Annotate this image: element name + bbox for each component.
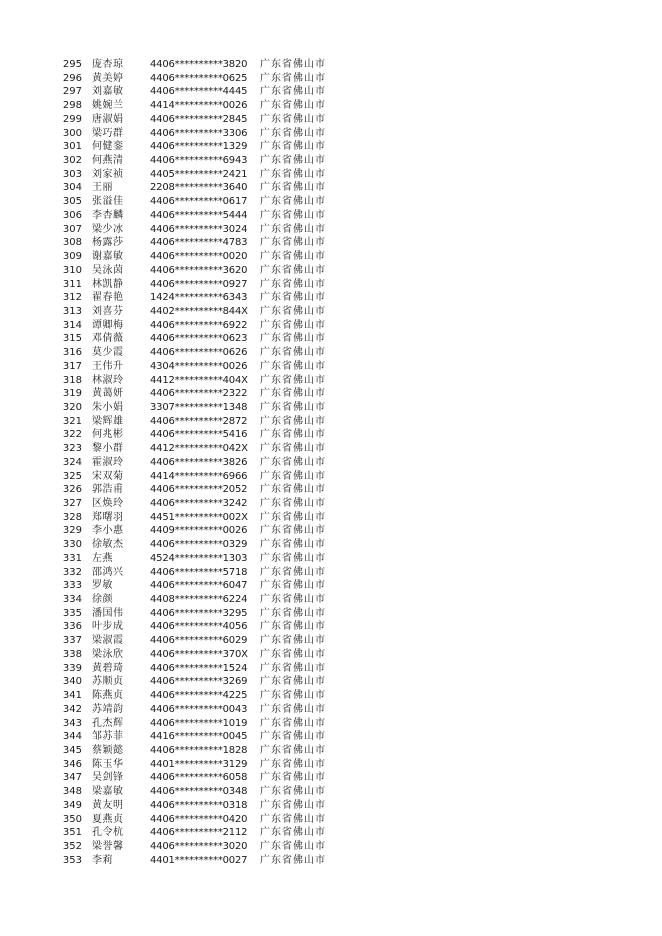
location: 广东省佛山市 <box>260 772 326 784</box>
location: 广东省佛山市 <box>260 621 326 633</box>
location: 广东省佛山市 <box>260 264 326 276</box>
table-row <box>58 813 348 827</box>
person-name: 梁淑霞 <box>92 635 124 647</box>
person-name: 梁少冰 <box>92 223 124 235</box>
masked-id-number: 4402**********844X <box>150 305 248 317</box>
table-row <box>58 538 348 552</box>
table-row <box>58 360 348 374</box>
location: 广东省佛山市 <box>260 333 326 345</box>
table-row <box>58 470 348 484</box>
person-name: 左燕 <box>92 552 113 564</box>
person-name: 李小惠 <box>92 525 124 537</box>
person-name: 何兆彬 <box>92 429 124 441</box>
masked-id-number: 4401**********0027 <box>150 854 248 866</box>
row-number: 306 <box>62 209 82 221</box>
row-number: 295 <box>62 59 82 70</box>
location: 广东省佛山市 <box>260 251 326 263</box>
masked-id-number: 4406**********4445 <box>150 86 248 98</box>
row-number: 309 <box>62 251 82 263</box>
location: 广东省佛山市 <box>260 539 326 551</box>
row-number: 327 <box>62 498 82 509</box>
location: 广东省佛山市 <box>260 827 326 839</box>
table-row <box>58 483 348 497</box>
person-name: 何燕清 <box>92 155 124 167</box>
table-row <box>58 415 348 429</box>
row-number: 353 <box>62 854 82 866</box>
person-name: 刘嘉敏 <box>92 86 124 98</box>
masked-id-number: 4406**********5718 <box>150 566 248 578</box>
table-row <box>58 401 348 415</box>
masked-id-number: 4401**********3129 <box>150 758 248 770</box>
masked-id-number: 4406**********2845 <box>150 113 248 125</box>
table-row <box>58 648 348 662</box>
masked-id-number: 4406**********3020 <box>150 840 248 852</box>
table-row <box>58 662 348 676</box>
person-name: 黄碧琦 <box>92 662 124 674</box>
row-number: 331 <box>62 552 82 564</box>
location: 广东省佛山市 <box>260 703 326 715</box>
row-number: 324 <box>62 456 82 468</box>
table-row <box>58 524 348 538</box>
table-row <box>58 758 348 772</box>
row-number: 313 <box>62 305 82 317</box>
person-name: 吴泳茵 <box>92 264 124 276</box>
masked-id-number: 4406**********6922 <box>150 319 248 331</box>
masked-id-number: 4406**********2322 <box>150 388 248 400</box>
location: 广东省佛山市 <box>260 552 326 564</box>
row-number: 310 <box>62 264 82 276</box>
location: 广东省佛山市 <box>260 511 326 523</box>
masked-id-number: 4406**********2112 <box>150 827 248 839</box>
table-row <box>58 497 348 511</box>
location: 广东省佛山市 <box>260 100 326 112</box>
row-number: 323 <box>62 443 82 455</box>
person-name: 夏燕贞 <box>92 813 124 825</box>
location: 广东省佛山市 <box>260 786 326 798</box>
location: 广东省佛山市 <box>260 360 326 372</box>
location: 广东省佛山市 <box>260 292 326 304</box>
masked-id-number: 4406**********0348 <box>150 786 248 798</box>
location: 广东省佛山市 <box>260 127 326 139</box>
location: 广东省佛山市 <box>260 580 326 592</box>
table-row <box>58 607 348 621</box>
location: 广东省佛山市 <box>260 141 326 153</box>
person-name: 邹苏菲 <box>92 731 124 743</box>
location: 广东省佛山市 <box>260 799 326 811</box>
table-row <box>58 785 348 799</box>
person-name: 潘国伟 <box>92 607 124 619</box>
location: 广东省佛山市 <box>260 648 326 660</box>
row-number: 296 <box>62 72 82 84</box>
masked-id-number: 4406**********6047 <box>150 580 248 592</box>
person-name: 梁泳欣 <box>92 648 124 660</box>
row-number: 314 <box>62 319 82 331</box>
person-name: 杨露莎 <box>92 237 124 249</box>
row-number: 329 <box>62 525 82 537</box>
person-name: 刘喜芬 <box>92 305 124 317</box>
masked-id-number: 4406**********4056 <box>150 621 248 633</box>
row-number: 319 <box>62 388 82 400</box>
row-number: 325 <box>62 470 82 482</box>
location: 广东省佛山市 <box>260 758 326 770</box>
person-name: 庞杏琼 <box>92 59 124 70</box>
masked-id-number: 4406**********3269 <box>150 676 248 688</box>
masked-id-number: 4416**********0045 <box>150 731 248 743</box>
masked-id-number: 4406**********3306 <box>150 127 248 139</box>
table-row <box>58 387 348 401</box>
person-name: 徐敏杰 <box>92 539 124 551</box>
table-row <box>58 346 348 360</box>
person-name: 王伟升 <box>92 360 124 372</box>
location: 广东省佛山市 <box>260 374 326 386</box>
person-name: 谢嘉敏 <box>92 251 124 263</box>
masked-id-number: 4406**********3826 <box>150 456 248 468</box>
table-row <box>58 730 348 744</box>
location: 广东省佛山市 <box>260 319 326 331</box>
masked-id-number: 4406**********0420 <box>150 813 248 825</box>
masked-id-number: 1424**********6343 <box>150 292 248 304</box>
table-row <box>58 634 348 648</box>
table-row <box>58 127 348 141</box>
masked-id-number: 4406**********5416 <box>150 429 248 441</box>
masked-id-number: 4406**********6058 <box>150 772 248 784</box>
location: 广东省佛山市 <box>260 155 326 167</box>
person-name: 徐颜 <box>92 594 113 606</box>
person-name: 姚婉兰 <box>92 100 124 112</box>
location: 广东省佛山市 <box>260 168 326 180</box>
person-name: 梁嘉敏 <box>92 786 124 798</box>
masked-id-number: 4406**********3295 <box>150 607 248 619</box>
location: 广东省佛山市 <box>260 223 326 235</box>
person-name: 吴剑锋 <box>92 772 124 784</box>
row-number: 351 <box>62 827 82 839</box>
table-row <box>58 168 348 182</box>
person-name: 孔令杭 <box>92 827 124 839</box>
masked-id-number: 4406**********0318 <box>150 799 248 811</box>
table-row <box>58 305 348 319</box>
masked-id-number: 4412**********042X <box>150 443 248 455</box>
table-row <box>58 332 348 346</box>
table-row <box>58 236 348 250</box>
location: 广东省佛山市 <box>260 690 326 702</box>
table-row <box>58 181 348 195</box>
person-name: 唐淑娟 <box>92 113 124 125</box>
person-name: 苏顺贞 <box>92 676 124 688</box>
table-row <box>58 717 348 731</box>
masked-id-number: 4524**********1303 <box>150 552 248 564</box>
table-row <box>58 72 348 86</box>
row-number: 328 <box>62 511 82 523</box>
table-row <box>58 552 348 566</box>
masked-id-number: 2208**********3640 <box>150 182 248 194</box>
table-row <box>58 291 348 305</box>
row-number: 343 <box>62 717 82 729</box>
row-number: 297 <box>62 86 82 98</box>
masked-id-number: 4406**********1329 <box>150 141 248 153</box>
location: 广东省佛山市 <box>260 484 326 496</box>
location: 广东省佛山市 <box>260 429 326 441</box>
row-number: 322 <box>62 429 82 441</box>
location: 广东省佛山市 <box>260 401 326 413</box>
masked-id-number: 4406**********4783 <box>150 237 248 249</box>
location: 广东省佛山市 <box>260 443 326 455</box>
location: 广东省佛山市 <box>260 456 326 468</box>
row-number: 307 <box>62 223 82 235</box>
table-row <box>58 154 348 168</box>
row-number: 342 <box>62 703 82 715</box>
location: 广东省佛山市 <box>260 566 326 578</box>
masked-id-number: 4408**********6224 <box>150 594 248 606</box>
table-row <box>58 771 348 785</box>
table-row <box>58 799 348 813</box>
table-row <box>58 840 348 854</box>
person-name: 郭浩甫 <box>92 484 124 496</box>
table-row <box>58 58 348 72</box>
row-number: 344 <box>62 731 82 743</box>
person-name: 林凯静 <box>92 278 124 290</box>
table-row <box>58 319 348 333</box>
masked-id-number: 4406**********0329 <box>150 539 248 551</box>
location: 广东省佛山市 <box>260 278 326 290</box>
masked-id-number: 4406**********2872 <box>150 415 248 427</box>
table-row <box>58 566 348 580</box>
location: 广东省佛山市 <box>260 86 326 98</box>
table-row <box>58 428 348 442</box>
row-number: 303 <box>62 168 82 180</box>
person-name: 蔡颖懿 <box>92 744 124 756</box>
table-row <box>58 374 348 388</box>
table-row <box>58 854 348 868</box>
masked-id-number: 4451**********002X <box>150 511 248 523</box>
location: 广东省佛山市 <box>260 59 326 70</box>
masked-id-number: 4414**********0026 <box>150 100 248 112</box>
person-name: 罗敏 <box>92 580 113 592</box>
table-row <box>58 826 348 840</box>
location: 广东省佛山市 <box>260 237 326 249</box>
person-name: 梁巧群 <box>92 127 124 139</box>
masked-id-number: 4406**********0043 <box>150 703 248 715</box>
table-row <box>58 675 348 689</box>
masked-id-number: 4409**********0026 <box>150 525 248 537</box>
row-number: 302 <box>62 155 82 167</box>
person-name: 朱小娟 <box>92 401 124 413</box>
location: 广东省佛山市 <box>260 635 326 647</box>
row-number: 308 <box>62 237 82 249</box>
person-name: 翟春艳 <box>92 292 124 304</box>
location: 广东省佛山市 <box>260 196 326 208</box>
row-number: 316 <box>62 347 82 359</box>
row-number: 317 <box>62 360 82 372</box>
masked-id-number: 4406**********1019 <box>150 717 248 729</box>
person-name: 孔杰辉 <box>92 717 124 729</box>
masked-id-number: 4406**********6029 <box>150 635 248 647</box>
row-number: 352 <box>62 840 82 852</box>
row-number: 341 <box>62 690 82 702</box>
row-number: 336 <box>62 621 82 633</box>
location: 广东省佛山市 <box>260 72 326 84</box>
row-number: 326 <box>62 484 82 496</box>
masked-id-number: 4406**********3242 <box>150 498 248 509</box>
table-row <box>58 744 348 758</box>
person-name: 区焕玲 <box>92 498 124 509</box>
person-name: 黄蔼妍 <box>92 388 124 400</box>
row-number: 340 <box>62 676 82 688</box>
location: 广东省佛山市 <box>260 113 326 125</box>
location: 广东省佛山市 <box>260 744 326 756</box>
masked-id-number: 4406**********3620 <box>150 264 248 276</box>
location: 广东省佛山市 <box>260 813 326 825</box>
person-name: 谭卿梅 <box>92 319 124 331</box>
location: 广东省佛山市 <box>260 182 326 194</box>
row-number: 345 <box>62 744 82 756</box>
person-name: 张溢佳 <box>92 196 124 208</box>
row-number: 300 <box>62 127 82 139</box>
masked-id-number: 4406**********0626 <box>150 347 248 359</box>
row-number: 299 <box>62 113 82 125</box>
row-number: 304 <box>62 182 82 194</box>
row-number: 346 <box>62 758 82 770</box>
row-number: 338 <box>62 648 82 660</box>
row-number: 311 <box>62 278 82 290</box>
row-number: 349 <box>62 799 82 811</box>
location: 广东省佛山市 <box>260 470 326 482</box>
row-number: 350 <box>62 813 82 825</box>
masked-id-number: 4406**********4225 <box>150 690 248 702</box>
table-row <box>58 511 348 525</box>
person-name: 郑曙羽 <box>92 511 124 523</box>
row-number: 334 <box>62 594 82 606</box>
table-row <box>58 85 348 99</box>
table-row <box>58 593 348 607</box>
person-name: 王丽 <box>92 182 113 194</box>
person-name: 李莉 <box>92 854 113 866</box>
location: 广东省佛山市 <box>260 594 326 606</box>
location: 广东省佛山市 <box>260 717 326 729</box>
person-name: 黄美婷 <box>92 72 124 84</box>
person-name: 梁誉馨 <box>92 840 124 852</box>
location: 广东省佛山市 <box>260 209 326 221</box>
table-row <box>58 442 348 456</box>
table-row <box>58 113 348 127</box>
masked-id-number: 4406**********0927 <box>150 278 248 290</box>
person-name: 邵鸿兴 <box>92 566 124 578</box>
masked-id-number: 4406**********0617 <box>150 196 248 208</box>
row-number: 333 <box>62 580 82 592</box>
table-row <box>58 620 348 634</box>
table-row <box>58 99 348 113</box>
masked-id-number: 4406**********0625 <box>150 72 248 84</box>
location: 广东省佛山市 <box>260 347 326 359</box>
table-row <box>58 140 348 154</box>
masked-id-number: 4405**********2421 <box>150 168 248 180</box>
row-number: 321 <box>62 415 82 427</box>
location: 广东省佛山市 <box>260 662 326 674</box>
row-number: 348 <box>62 786 82 798</box>
person-name: 苏靖韵 <box>92 703 124 715</box>
row-number: 332 <box>62 566 82 578</box>
location: 广东省佛山市 <box>260 607 326 619</box>
location: 广东省佛山市 <box>260 840 326 852</box>
masked-id-number: 4406**********2052 <box>150 484 248 496</box>
row-number: 335 <box>62 607 82 619</box>
masked-id-number: 4406**********370X <box>150 648 248 660</box>
row-number: 305 <box>62 196 82 208</box>
row-number: 312 <box>62 292 82 304</box>
masked-id-number: 4304**********0026 <box>150 360 248 372</box>
table-row <box>58 579 348 593</box>
person-name: 何健銮 <box>92 141 124 153</box>
masked-id-number: 3307**********1348 <box>150 401 248 413</box>
location: 广东省佛山市 <box>260 388 326 400</box>
person-name: 李杏麟 <box>92 209 124 221</box>
location: 广东省佛山市 <box>260 854 326 866</box>
row-number: 330 <box>62 539 82 551</box>
row-number: 337 <box>62 635 82 647</box>
location: 广东省佛山市 <box>260 305 326 317</box>
table-row <box>58 456 348 470</box>
location: 广东省佛山市 <box>260 415 326 427</box>
masked-id-number: 4406**********6943 <box>150 155 248 167</box>
person-name: 叶步成 <box>92 621 124 633</box>
table-row <box>58 223 348 237</box>
masked-id-number: 4406**********3820 <box>150 59 248 70</box>
row-number: 339 <box>62 662 82 674</box>
person-name: 林淑玲 <box>92 374 124 386</box>
row-number: 318 <box>62 374 82 386</box>
table-row <box>58 689 348 703</box>
row-number: 298 <box>62 100 82 112</box>
location: 广东省佛山市 <box>260 525 326 537</box>
person-name: 霍淑玲 <box>92 456 124 468</box>
masked-id-number: 4406**********1828 <box>150 744 248 756</box>
person-name: 梁辉雄 <box>92 415 124 427</box>
person-name: 黎小群 <box>92 443 124 455</box>
masked-id-number: 4406**********5444 <box>150 209 248 221</box>
table-row <box>58 264 348 278</box>
masked-id-number: 4406**********3024 <box>150 223 248 235</box>
masked-id-number: 4414**********6966 <box>150 470 248 482</box>
row-number: 315 <box>62 333 82 345</box>
row-number: 301 <box>62 141 82 153</box>
row-number: 320 <box>62 401 82 413</box>
row-number: 347 <box>62 772 82 784</box>
table-row <box>58 250 348 264</box>
table-row <box>58 278 348 292</box>
person-name: 宋双菊 <box>92 470 124 482</box>
table-row <box>58 195 348 209</box>
masked-id-number: 4406**********0623 <box>150 333 248 345</box>
person-name: 刘家祯 <box>92 168 124 180</box>
location: 广东省佛山市 <box>260 676 326 688</box>
location: 广东省佛山市 <box>260 731 326 743</box>
person-name: 邓倩薇 <box>92 333 124 345</box>
masked-id-number: 4406**********0020 <box>150 251 248 263</box>
person-name: 黄友明 <box>92 799 124 811</box>
person-name: 莫少霞 <box>92 347 124 359</box>
person-name: 陈燕贞 <box>92 690 124 702</box>
person-name: 陈玉华 <box>92 758 124 770</box>
table-row <box>58 209 348 223</box>
roster-table <box>58 58 348 867</box>
table-row <box>58 703 348 717</box>
location: 广东省佛山市 <box>260 498 326 509</box>
masked-id-number: 4406**********1524 <box>150 662 248 674</box>
masked-id-number: 4412**********404X <box>150 374 248 386</box>
